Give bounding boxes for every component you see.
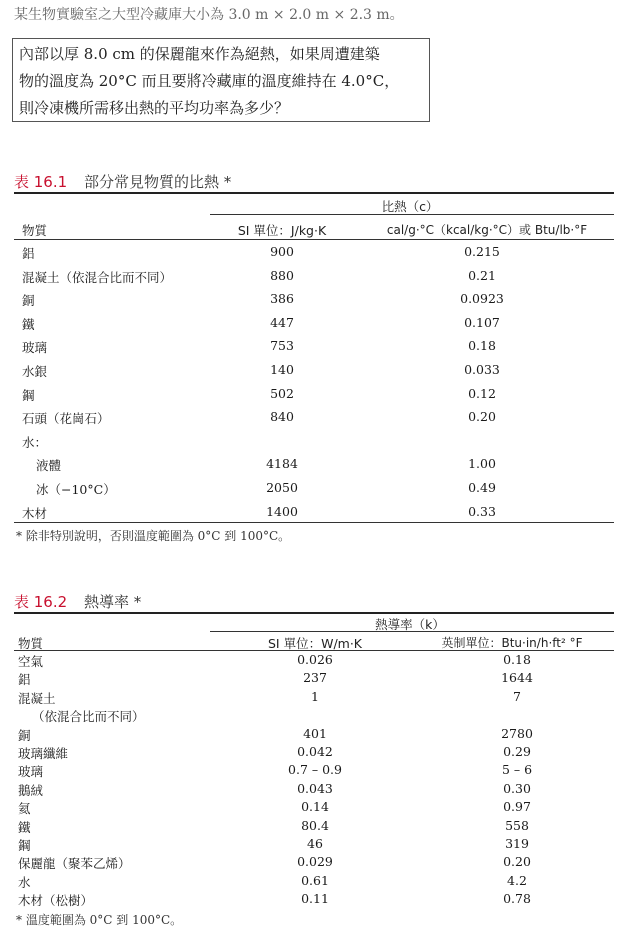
table-row-material: 鐵	[22, 316, 35, 332]
table-cell-other: 0.033	[464, 362, 500, 377]
table-row-material: 保麗龍（聚苯乙烯）	[18, 856, 131, 872]
table-cell-si: 0.7 – 0.9	[288, 762, 342, 778]
table-row-material: 混凝土	[18, 690, 56, 706]
table-cell-si: 0.11	[301, 891, 329, 907]
table-cell-si: 0.029	[297, 854, 333, 870]
table2-header-rule	[14, 650, 614, 651]
table-cell-other: 558	[505, 817, 529, 833]
table-cell-si: 237	[303, 670, 327, 686]
table1-col-other: cal/g·°C（kcal/kg·°C）或 Btu/lb·°F	[386, 223, 588, 237]
table-cell-si: 140	[270, 362, 294, 377]
table-cell-other: 0.18	[468, 338, 496, 354]
table2-footnote: * 溫度範圍為 0°C 到 100°C。	[16, 913, 183, 927]
table-cell-other: 0.97	[503, 799, 531, 815]
table-cell-other: 0.12	[468, 385, 496, 401]
table-cell-si: 4184	[266, 456, 298, 472]
table-cell-other: 0.29	[503, 744, 531, 759]
table-cell-other: 4.2	[507, 872, 527, 888]
table2-number: 表 16.2	[14, 593, 68, 611]
table-row-material: 鋁	[22, 246, 35, 261]
table-row-material: 氦	[18, 801, 31, 817]
question-line: 則冷凍機所需移出熱的平均功率為多少？	[19, 99, 290, 117]
table2-col-si: SI 單位：W/m·K	[267, 636, 363, 651]
table1-bottom-rule	[14, 522, 614, 523]
table2-col-material: 物質	[18, 636, 44, 651]
table-row-material: 玻璃	[22, 340, 48, 356]
table-row-material: 鐵	[18, 819, 31, 835]
table-cell-si: 386	[270, 291, 294, 307]
table2-group-rule	[210, 631, 614, 632]
table2-group-header: 熱導率（k）	[375, 617, 445, 632]
table-row-material: 石頭（花崗石）	[22, 411, 110, 427]
table1-group-rule	[210, 214, 614, 215]
table-row-material: （依混合比而不同）	[32, 709, 145, 725]
table-cell-other: 2780	[501, 725, 533, 741]
table-row-material: 混凝土（依混合比而不同）	[22, 269, 173, 285]
table-row-material: 液體	[36, 458, 62, 474]
table1-header-rule	[14, 239, 614, 240]
table1-col-si: SI 單位：J/kg·K	[237, 223, 327, 238]
table-row-material: 銅	[18, 727, 31, 743]
table-cell-si: 401	[303, 725, 327, 741]
table-cell-si: 840	[270, 409, 294, 425]
table-cell-other: 0.107	[464, 314, 500, 330]
table-cell-si: 753	[270, 338, 294, 354]
table-row-material: 鋼	[18, 838, 31, 853]
table2-caption	[14, 591, 141, 612]
table1-col-material: 物質	[22, 223, 48, 238]
table2-col-other: 英制單位：Btu·in/h·ft² °F	[441, 636, 583, 650]
question-line: 內部以厚 8.0 cm 的保麗龍來作為絕熱，如果周遭建築	[19, 45, 380, 63]
table-row-material: 木材	[22, 505, 48, 521]
table-cell-other: 319	[505, 836, 529, 851]
table-row-material: 鵝絨	[18, 782, 44, 798]
table-cell-other: 0.49	[468, 480, 496, 495]
table-cell-si: 0.61	[301, 872, 329, 888]
table-cell-si: 1	[311, 688, 319, 704]
table-cell-other: 5 – 6	[501, 762, 533, 778]
table-row-material: 鋁	[18, 672, 31, 688]
intro-text: 某生物實驗室之大型冷藏庫大小為 3.0 m × 2.0 m × 2.3 m。	[14, 7, 404, 23]
table-cell-other: 0.18	[503, 652, 531, 667]
question-line: 物的溫度為 20°C 而且要將冷藏庫的溫度維持在 4.0°C，	[19, 72, 400, 90]
table1-caption	[14, 171, 231, 192]
table-cell-si: 0.026	[297, 652, 333, 667]
table-cell-si: 900	[270, 244, 294, 259]
table-row-material: 水銀	[22, 364, 48, 379]
table1-top-rule	[14, 192, 614, 194]
table-cell-si: 0.043	[297, 780, 333, 796]
table-row-material: 水：	[22, 434, 48, 450]
table-row-material: 冰（−10°C）	[36, 482, 116, 497]
table-row-material: 銅	[22, 293, 35, 309]
table-cell-other: 0.0923	[460, 291, 504, 307]
table-row-material: 玻璃	[18, 764, 44, 780]
table2-top-rule	[14, 612, 614, 614]
table1-footnote: * 除非特別說明，否則溫度範圍為 0°C 到 100°C。	[16, 529, 291, 543]
table-row-material: 玻璃纖維	[18, 746, 69, 761]
table-cell-si: 502	[270, 385, 294, 401]
table-cell-other: 0.20	[468, 409, 496, 425]
table-cell-other: 1.00	[468, 456, 496, 472]
question-box	[12, 38, 430, 122]
table-row-material: 木材（松樹）	[18, 893, 94, 909]
table-cell-si: 80.4	[301, 817, 329, 833]
table-row-material: 空氣	[18, 654, 44, 669]
table-cell-si: 880	[270, 267, 294, 283]
table-cell-si: 447	[270, 314, 294, 330]
table2-title: 熱導率 *	[83, 593, 142, 611]
table-cell-other: 0.33	[468, 503, 496, 519]
table-cell-si: 0.14	[301, 799, 329, 815]
table-cell-other: 0.215	[464, 244, 500, 259]
table1-number: 表 16.1	[14, 173, 68, 191]
table-cell-other: 1644	[501, 670, 533, 686]
table-cell-other: 0.78	[503, 891, 531, 907]
table-cell-other: 0.20	[503, 854, 531, 870]
table-row-material: 鋼	[22, 387, 35, 403]
table1-title: 部分常見物質的比熱 *	[83, 173, 232, 191]
table-cell-si: 2050	[266, 480, 298, 495]
table1-group-header: 比熱（c）	[381, 199, 439, 214]
table-cell-si: 1400	[266, 503, 298, 519]
table-cell-si: 0.042	[297, 744, 333, 759]
table-cell-si: 46	[307, 836, 323, 851]
table-cell-other: 7	[513, 688, 521, 704]
table-row-material: 水	[18, 874, 31, 890]
table-cell-other: 0.21	[468, 267, 496, 283]
table-cell-other: 0.30	[503, 780, 531, 796]
